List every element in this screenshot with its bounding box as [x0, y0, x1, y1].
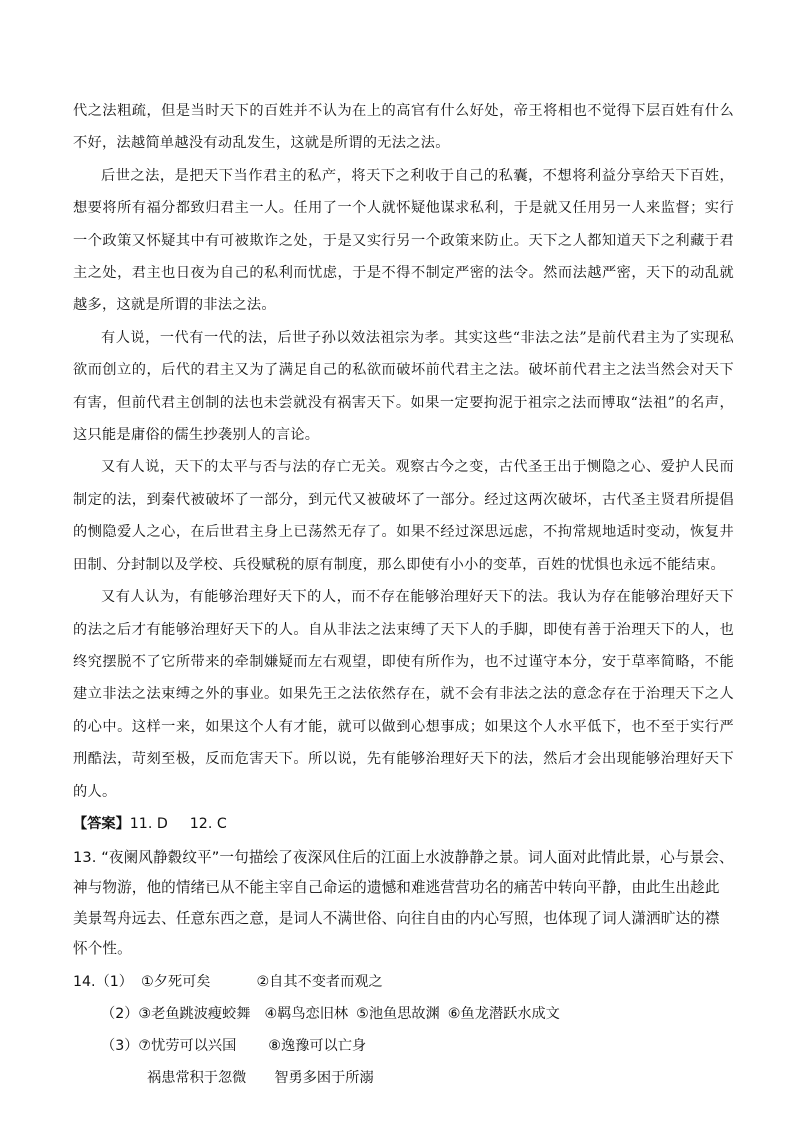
answer-line: [73, 808, 734, 840]
row-3-answer-8: ⑧逸豫可以亡身: [268, 1037, 367, 1054]
translation-section: [73, 95, 734, 808]
answer-item-12: 12. C: [189, 815, 227, 832]
row-1-answer-2: ②自其不变者而观之: [256, 973, 383, 990]
translation-paragraph-2: 后世之法，是把天下当作君主的私产，将天下之利收于自己的私囊，不想将利益分享给天下百姓，想要将所有福分都致归君主一人。任用了一个人就怀疑他谋求私利，于是就又任用另一人来监督；实行一个政策又怀疑其中有可被欺诈之处，于是又实行另一个政策来防止。天下之人都知道天下之利藏于君主之处，君主也日夜为自己的私利而忧虑，于是不得不制定严密的法令。然而法越严密，天下的动乱就越多，这就是所谓的非法之法。: [73, 167, 734, 314]
translation-paragraph-5: 又有人认为，有能够治理好天下的人，而不存在能够治理好天下的法。我认为存在能够治理好天下的法之后才有能够治理好天下的人。自从非法之法束缚了天下人的手脚，即使有善于治理天下的人，也终究摆脱不了它所带来的牵制嫌疑而左右观望，即使有所作为，也不过谨守本分，安于草率简略，不能建立非法之法束缚之外的事业。如果先王之法依然存在，就不会有非法之法的意念存在于治理天下之人的心中。这样一来，如果这个人有才能，就可以做到心想事成；如果这个人水平低下，也不至于实行严刑酷法，苛刻至极，反而危害天下。所以说，先有能够治理好天下的法，然后才会出现能够治理好天下的人。: [73, 589, 734, 800]
question-14-row-2: [73, 998, 734, 1030]
row-4-answer-2: 智勇多困于所溺: [274, 1069, 374, 1086]
question-14-answer: [73, 966, 734, 1094]
row-2-answer-3: ③老鱼跳波瘦蛟舞: [138, 1005, 251, 1022]
row-2-answer-5: ⑤池鱼思故渊: [356, 1005, 440, 1022]
translation-paragraph-3: 有人说，一代有一代的法，后世子孙以效法祖宗为孝。其实这些“非法之法”是前代君主为了实现私欲而创立的，后代的君主又为了满足自己的私欲而破坏前代君主之法。破坏前代君主之法当然会对天下有害，但前代君主创制的法也未尝就没有祸害天下。如果一定要拘泥于祖宗之法而博取“法祖”的名声，这只能是庸俗的儒生抄袭别人的言论。: [73, 329, 734, 444]
answer-label: 【答案】: [73, 815, 130, 832]
row-2-prefix: （2）: [101, 1005, 139, 1022]
translation-paragraph-1: 代之法粗疏，但是当时天下的百姓并不认为在上的高官有什么好处，帝王将相也不觉得下层百姓有什么不好，法越简单越没有动乱发生，这就是所谓的无法之法。: [73, 103, 734, 152]
answer-item-11: 11. D: [129, 815, 168, 832]
row-4-answer-1: 祸患常积于忽微: [147, 1069, 247, 1086]
question-14-row-1: [73, 966, 734, 998]
row-3-answer-7: ⑦忧劳可以兴国: [138, 1037, 237, 1054]
row-1-answer-1: ①夕死可矣: [140, 973, 211, 990]
question-13-answer: 13. “夜阑风静縠纹平”一句描绘了夜深风住后的江面上水波静静之景。词人面对此情此景，心与景会、神与物游，他的情绪已从不能主宰自己命运的遗憾和难逃营营功名的痛苦中转向平静，由此生出趁此美景驾舟远去、任意东西之意，是词人不满世俗、向往自由的内心写照，也体现了词人潇洒旷达的襟怀个性。: [73, 848, 734, 958]
translation-paragraph-4: 又有人说，天下的太平与否与法的存亡无关。观察古今之变，古代圣王出于恻隐之心、爱护人民而制定的法，到秦代被破坏了一部分，到元代又被破坏了一部分。经过这两次破坏，古代圣主贤君所提倡的恻隐爱人之心，在后世君主身上已荡然无存了。如果不经过深思远虑，不拘常规地适时变动，恢复井田制、分封制以及学校、兵役赋税的原有制度，那么即使有小小的变革，百姓的忧惧也永远不能结束。: [73, 459, 734, 573]
question-14-row-3: [73, 1030, 734, 1062]
row-1-prefix: 14.（1）: [73, 973, 133, 990]
row-2-answer-6: ⑥鱼龙潜跃水成文: [447, 1005, 560, 1022]
question-14-row-4: [73, 1062, 734, 1094]
row-3-prefix: （3）: [101, 1037, 139, 1054]
row-2-answer-4: ④羁鸟恋旧林: [264, 1005, 349, 1022]
